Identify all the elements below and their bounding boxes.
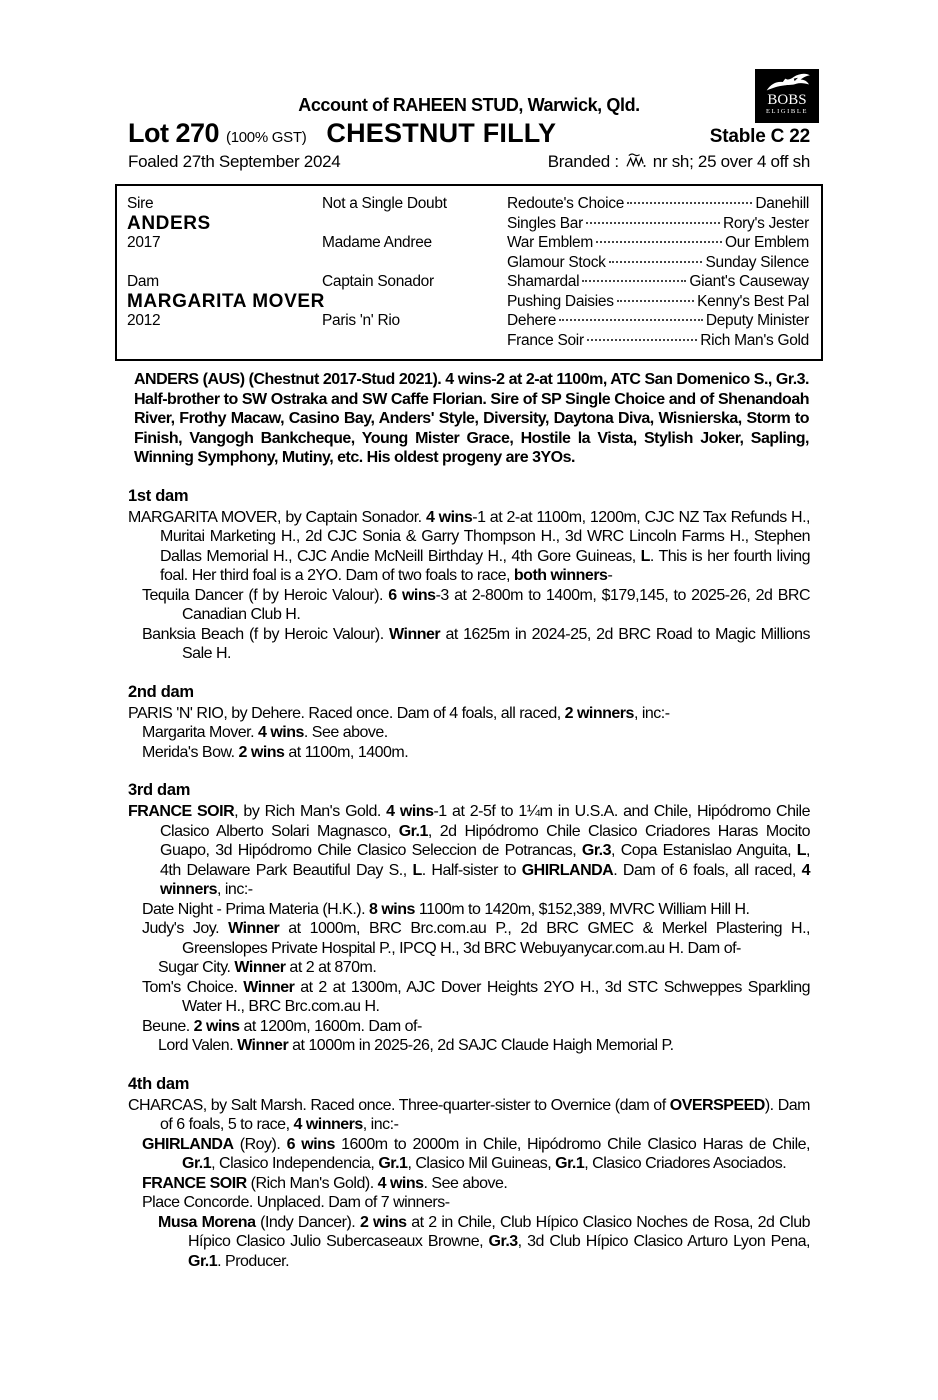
pedigree-row bbox=[127, 194, 809, 214]
pedigree-paragraph bbox=[128, 704, 810, 724]
pedigree-gen2-name bbox=[322, 214, 507, 234]
text: , inc:- bbox=[216, 881, 253, 898]
account-line: Account of RAHEEN STUD, Warwick, Qld. bbox=[298, 95, 640, 115]
pedigree-row bbox=[127, 253, 809, 273]
text: -3 at 2-800m to 1400m, $179,145, to 2025-26, 2d BRC Canadian Club H. bbox=[182, 586, 811, 623]
text: -1 at 2-5f to 1¼m in U.S.A. and Chile, Hipódromo Chile Clasico Alberto Solari Magnasco, bbox=[160, 803, 811, 840]
text: . Dam of 6 foals, all raced, bbox=[613, 861, 802, 879]
branded-info bbox=[548, 152, 810, 172]
grandparent-name: Singles Bar bbox=[507, 214, 583, 232]
pedigree-gen2-name: Not a Single Doubt bbox=[322, 195, 447, 212]
bold-text: Gr.1 bbox=[555, 1155, 585, 1172]
text: , inc:- bbox=[362, 1116, 399, 1133]
pedigree-paragraph bbox=[128, 743, 810, 763]
text: . Producer. bbox=[217, 1252, 290, 1270]
great-grandparent-name: Rich Man's Gold bbox=[700, 331, 809, 349]
pedigree-paragraph bbox=[128, 802, 810, 900]
sire-summary bbox=[128, 370, 810, 468]
grandparent-name: War Emblem bbox=[507, 234, 593, 251]
text: . See above. bbox=[423, 1174, 508, 1192]
text: at 2 in Chile, Club Hípico Clasico Noches de Rosa, 2d Club Hípico Clasico Julio Subercaseaux Browne, bbox=[188, 1213, 811, 1250]
pedigree-paragraph bbox=[128, 586, 810, 625]
text: , 2d Hipódromo Chile Clasico Criadores Haras Mocito Guapo, 3d Hipódromo Chile Clasico Seleccion de Potrancas, bbox=[160, 822, 810, 859]
text: at 1100m, 1400m. bbox=[284, 743, 409, 761]
pedigree-paragraph bbox=[128, 1135, 810, 1174]
pedigree-gen3-pair bbox=[507, 272, 809, 292]
text: at 1625m in 2024-25, 2d BRC Road to Magic Millions Sale H. bbox=[182, 625, 811, 662]
horse-name: CHESTNUT FILLY bbox=[326, 118, 557, 148]
text: , 3d Club Hípico Clasico Arturo Lyon Pena, bbox=[517, 1233, 810, 1250]
bold-text: Winner bbox=[389, 625, 441, 643]
text: , Clasico Independencia, bbox=[211, 1155, 379, 1172]
great-grandparent-name: Giant's Causeway bbox=[689, 273, 809, 290]
section-heading-2nd-dam: 2nd dam bbox=[128, 682, 194, 701]
text: - bbox=[607, 567, 613, 584]
text: Beune. bbox=[142, 1017, 194, 1035]
grandparent-name: Shamardal bbox=[507, 273, 580, 290]
pedigree-row bbox=[127, 292, 809, 312]
pedigree-gen2-name bbox=[322, 292, 507, 312]
great-grandparent-name: Kenny's Best Pal bbox=[697, 292, 809, 310]
bold-text: 4 wins bbox=[425, 508, 473, 526]
bold-text: Winner bbox=[234, 959, 286, 976]
great-grandparent-name: Rory's Jester bbox=[722, 214, 809, 232]
pedigree-gen3-pair bbox=[507, 311, 809, 331]
brand-mark-icon bbox=[624, 152, 648, 170]
bold-text: 4 wins bbox=[386, 803, 434, 820]
bold-text: Gr.3 bbox=[581, 842, 612, 859]
pedigree-gen2-name bbox=[322, 331, 507, 351]
pedigree-paragraph bbox=[128, 1036, 810, 1056]
bold-text: 4 winners bbox=[293, 1116, 363, 1133]
pedigree-row bbox=[127, 331, 809, 351]
bold-text: both winners bbox=[513, 567, 608, 584]
pedigree-paragraph bbox=[128, 625, 810, 664]
bold-text: 4 winners bbox=[160, 861, 810, 898]
leader-dots bbox=[582, 280, 686, 282]
text: Judy's Joy. bbox=[142, 920, 229, 937]
pedigree-gen3-pair bbox=[507, 253, 809, 273]
dam-sections-container bbox=[128, 486, 810, 1272]
text: MARGARITA MOVER, by Captain Sonador. bbox=[128, 508, 426, 526]
bold-text: 2 wins bbox=[359, 1213, 407, 1231]
sire-name: ANDERS bbox=[127, 212, 211, 234]
sire-year: 2017 bbox=[127, 234, 161, 251]
great-grandparent-name: Our Emblem bbox=[725, 234, 809, 251]
pedigree-paragraph bbox=[128, 1096, 810, 1135]
text: Place Concorde. Unplaced. Dam of 7 winners- bbox=[142, 1194, 450, 1211]
text: at 1000m in 2025-26, 2d SAJC Claude Haigh Memorial P. bbox=[288, 1037, 674, 1054]
great-grandparent-name: Danehill bbox=[755, 195, 809, 212]
text: at 2 at 870m. bbox=[285, 959, 377, 976]
bold-text: 8 wins bbox=[369, 900, 415, 918]
leader-dots bbox=[617, 300, 694, 302]
lot-line bbox=[128, 118, 810, 149]
pedigree-gen1-cell bbox=[127, 253, 322, 273]
pedigree-paragraph bbox=[128, 900, 810, 920]
pedigree-gen2-name bbox=[322, 253, 507, 273]
pedigree-row bbox=[127, 311, 809, 331]
text: Banksia Beach (f by Heroic Valour). bbox=[142, 625, 390, 643]
lot-number: Lot 270 bbox=[128, 118, 220, 148]
text: Date Night - Prima Materia (H.K.). bbox=[142, 900, 369, 918]
stable-number: Stable C 22 bbox=[709, 126, 810, 147]
text: ). Dam of 6 foals, 5 to race, bbox=[160, 1096, 810, 1133]
text: at 1000m, BRC Brc.com.au P., 2d BRC GMEC & Merkel Plastering H., Greenslopes Private Hospital P., IPCQ H., 3d BRC Webuyanycar.com.au H. Dam of- bbox=[182, 920, 810, 957]
bold-text: Winner bbox=[243, 978, 295, 996]
bobs-eligible-badge bbox=[755, 69, 819, 123]
text: Merida's Bow. bbox=[142, 743, 239, 761]
section-heading-3rd-dam: 3rd dam bbox=[128, 781, 191, 799]
sire-role-label: Sire bbox=[127, 195, 154, 212]
bold-text: Gr.3 bbox=[488, 1233, 518, 1250]
bold-text: FRANCE SOIR bbox=[142, 1174, 247, 1192]
pedigree-gen2-name: Madame Andree bbox=[322, 234, 432, 251]
bold-text: Gr.1 bbox=[182, 1155, 212, 1172]
text: Margarita Mover. bbox=[142, 724, 258, 741]
grandparent-name: Glamour Stock bbox=[507, 253, 606, 271]
text: (Roy). bbox=[233, 1135, 287, 1153]
bobs-horse-icon bbox=[755, 71, 819, 93]
gst-note: (100% GST) bbox=[226, 129, 307, 146]
bold-text: OVERSPEED bbox=[669, 1096, 765, 1114]
pedigree-row bbox=[127, 214, 809, 234]
pedigree-paragraph bbox=[128, 958, 810, 978]
pedigree-row bbox=[127, 272, 809, 292]
bold-text: GHIRLANDA bbox=[521, 861, 614, 879]
grandparent-name: France Soir bbox=[507, 331, 584, 349]
text: at 1200m, 1600m. Dam of- bbox=[239, 1017, 422, 1035]
leader-dots bbox=[627, 202, 752, 204]
text: Sugar City. bbox=[158, 959, 235, 976]
bold-text: 2 wins bbox=[238, 743, 285, 761]
bold-text: Gr.1 bbox=[378, 1155, 408, 1172]
pedigree-gen2-name: Captain Sonador bbox=[322, 273, 434, 290]
foaled-date: Foaled 27th September 2024 bbox=[128, 152, 341, 171]
bold-text: 6 wins bbox=[388, 586, 436, 604]
pedigree-gen3-pair bbox=[507, 331, 809, 351]
bold-text: 4 wins bbox=[377, 1174, 424, 1192]
text: , inc:- bbox=[633, 704, 670, 722]
text: (Rich Man's Gold). bbox=[246, 1174, 378, 1192]
bold-text: 6 wins bbox=[286, 1135, 335, 1153]
text: Tequila Dancer (f by Heroic Valour). bbox=[142, 586, 389, 604]
dam-name: MARGARITA MOVER bbox=[127, 290, 325, 312]
bobs-subtitle: ELIGIBLE bbox=[765, 108, 809, 115]
bold-text: FRANCE SOIR bbox=[128, 803, 235, 820]
bobs-title: BOBS bbox=[767, 92, 807, 108]
dam-role-label: Dam bbox=[127, 273, 159, 290]
text: , Clasico Criadores Asociados. bbox=[584, 1155, 787, 1172]
leader-dots bbox=[559, 319, 703, 321]
text: , by Rich Man's Gold. bbox=[234, 803, 387, 820]
grandparent-name: Redoute's Choice bbox=[507, 195, 625, 212]
text: Lord Valen. bbox=[158, 1037, 238, 1054]
text: , Clasico Mil Guineas, bbox=[407, 1155, 556, 1172]
bold-text: Winner bbox=[228, 920, 280, 937]
pedigree-paragraph bbox=[128, 1017, 810, 1037]
leader-dots bbox=[609, 261, 703, 263]
great-grandparent-name: Sunday Silence bbox=[705, 253, 809, 271]
bold-text: Gr.1 bbox=[398, 822, 428, 840]
text: . This is her fourth living foal. Her third foal is a 2YO. Dam of two foals to race, bbox=[160, 547, 810, 584]
bold-text: L bbox=[412, 861, 422, 879]
pedigree-paragraph bbox=[128, 723, 810, 743]
text: PARIS 'N' RIO, by Dehere. Raced once. Dam of 4 foals, all raced, bbox=[128, 704, 565, 722]
foaled-branded-line bbox=[128, 152, 810, 172]
bold-text: L bbox=[796, 842, 807, 859]
pedigree-row bbox=[127, 233, 809, 253]
pedigree-gen1-cell bbox=[127, 331, 322, 351]
bold-text: 2 wins bbox=[193, 1017, 240, 1035]
bold-text: GHIRLANDA bbox=[142, 1135, 234, 1153]
dam-year: 2012 bbox=[127, 312, 161, 329]
pedigree-table bbox=[115, 184, 823, 361]
bold-text: L bbox=[640, 547, 650, 565]
text: . Half-sister to bbox=[421, 861, 522, 879]
leader-dots bbox=[596, 241, 722, 243]
text: (Indy Dancer). bbox=[255, 1213, 360, 1231]
pedigree-paragraph bbox=[128, 1193, 810, 1213]
text: , 4th Delaware Park Beautiful Day S., bbox=[160, 842, 810, 879]
text: -1 at 2-at 1100m, 1200m, CJC NZ Tax Refunds H., Muritai Marketing H., 2d CJC Sonia & Garry Thompson H., 3d WRC Lincoln Farms H., Stephen Dallas Memorial H., CJC Andie McNeill Birthday H., 4th Gore Guineas, bbox=[160, 508, 811, 565]
pedigree-gen3-pair bbox=[507, 292, 809, 312]
text: 1600m to 2000m in Chile, Hipódromo Chile Clasico Haras de Chile, bbox=[334, 1135, 811, 1153]
great-grandparent-name: Deputy Minister bbox=[705, 312, 809, 329]
bold-text: Gr.1 bbox=[188, 1252, 218, 1270]
bold-text: ANDERS (AUS) (Chestnut 2017-Stud 2021). 4 wins-2 at 2-at 1100m, ATC San Domenico S., Gr.3. Half-brother to SW Ostraka and SW Caffe Florian. Sire of SP Single Choice and of Shenandoah River, Frothy Macaw, Casino Bay, Anders' Style, Diversity, Daytona Diva, Wisnierska, Storm to Finish, Vangogh Bankcheque, Young Mister Grace, Hostile la Vista, Stylish Joker, Sapling, Winning Symphony, Mutiny, etc. His oldest progeny are 3YOs. bbox=[134, 371, 809, 466]
text: , Copa Estanislao Anguita, bbox=[611, 842, 797, 859]
grandparent-name: Dehere bbox=[507, 312, 557, 329]
section-heading-1st-dam: 1st dam bbox=[128, 486, 189, 505]
text: CHARCAS, by Salt Marsh. Raced once. Three-quarter-sister to Overnice (dam of bbox=[128, 1096, 670, 1114]
bold-text: Musa Morena bbox=[158, 1213, 256, 1231]
pedigree-gen3-pair bbox=[507, 214, 809, 234]
text: at 2 at 1300m, AJC Dover Heights 2YO H., 3d STC Schweppes Sparkling Water H., BRC Brc.com.au H. bbox=[182, 978, 810, 1015]
bold-text: Winner bbox=[237, 1037, 289, 1054]
pedigree-gen3-pair bbox=[507, 233, 809, 253]
branded-prefix: Branded : bbox=[547, 152, 619, 171]
pedigree-paragraph bbox=[128, 919, 810, 958]
bold-text: 2 winners bbox=[564, 704, 634, 722]
grandparent-name: Pushing Daisies bbox=[507, 292, 614, 310]
section-heading-4th-dam: 4th dam bbox=[128, 1074, 190, 1093]
bold-text: 4 wins bbox=[257, 724, 304, 741]
text: 1100m to 1420m, $152,389, MVRC William Hill H. bbox=[414, 900, 750, 918]
branded-suffix: nr sh; 25 over 4 off sh bbox=[652, 152, 810, 171]
pedigree-gen2-name: Paris 'n' Rio bbox=[322, 312, 400, 329]
pedigree-paragraph bbox=[128, 1213, 810, 1272]
pedigree-gen3-pair bbox=[507, 194, 809, 214]
pedigree-paragraph bbox=[128, 978, 810, 1017]
text: . See above. bbox=[303, 724, 388, 741]
text: Tom's Choice. bbox=[142, 978, 244, 996]
leader-dots bbox=[587, 339, 697, 341]
leader-dots bbox=[586, 222, 720, 224]
pedigree-paragraph bbox=[128, 1174, 810, 1194]
pedigree-paragraph bbox=[128, 508, 810, 586]
